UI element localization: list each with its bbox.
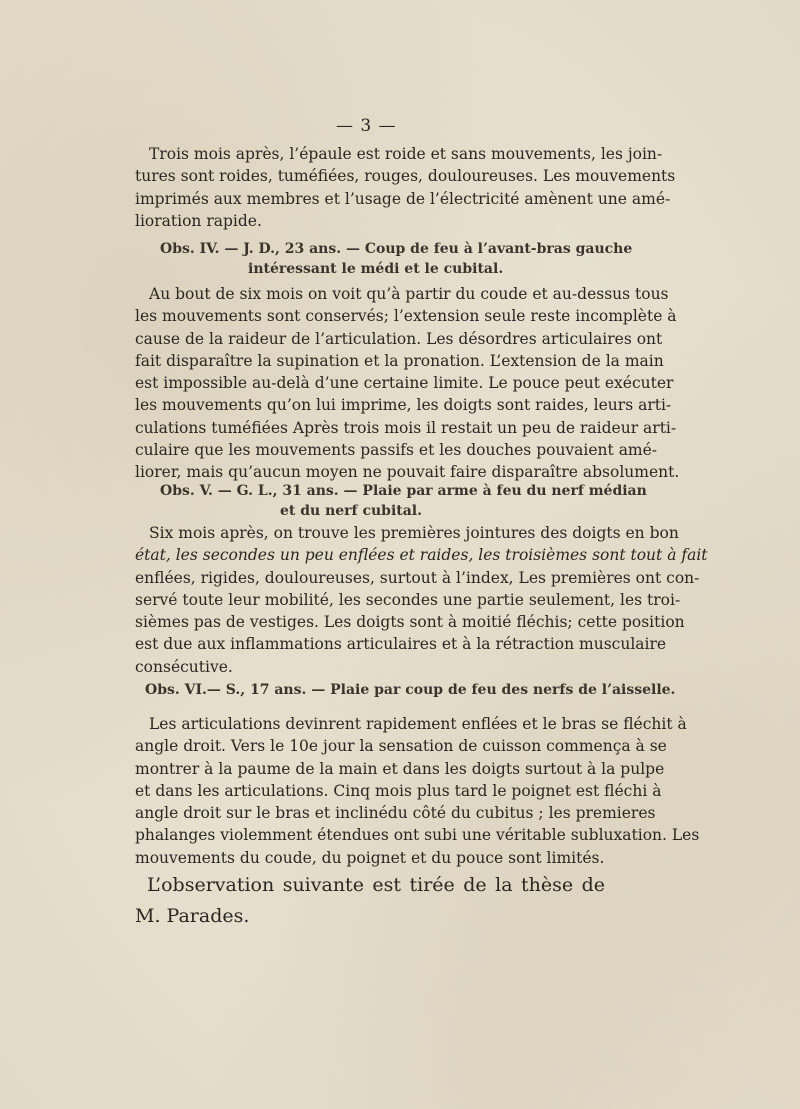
text-line: fait disparaître la supination et la pronation. L’extension de la main <box>135 351 664 370</box>
text-line: et dans les articulations. Cinq mois plus tard le poignet est fléchi à <box>135 781 662 800</box>
text-line: consécutive. <box>135 657 233 676</box>
heading-line: Obs. V. — G. L., 31 ans. — Plaie par arme à feu du nerf médian <box>160 483 647 499</box>
text-line: Les articulations devinrent rapidement enflées et le bras se fléchit à <box>149 715 687 733</box>
text-line: les mouvements sont conservés; l’extension seule reste incomplète à <box>135 307 677 326</box>
text-line: angle droit sur le bras et inclinédu côté du cubitus ; les premieres <box>135 804 656 823</box>
text-line: culaire que les mouvements passifs et les douches pouvaient amé- <box>135 441 658 460</box>
text-line: Six mois après, on trouve les premières jointures des doigts en bon <box>149 524 679 542</box>
observation-vi-heading <box>145 680 676 700</box>
text-line: lioration rapide. <box>135 211 262 230</box>
heading-line: intéressant le médi et le cubital. <box>248 261 504 277</box>
heading-line: et du nerf cubital. <box>280 503 422 519</box>
text-line: est impossible au-delà d’une certaine limite. Le pouce peut exécuter <box>135 374 674 393</box>
text-line: sièmes pas de vestiges. Les doigts sont à moitié fléchis; cette position <box>135 613 685 632</box>
text-line: imprimés aux membres et l’usage de l’électricité amènent une amé- <box>135 189 671 208</box>
text-line: angle droit. Vers le 10e jour la sensation de cuisson commença à se <box>135 737 667 756</box>
observation-vi-body <box>135 713 700 869</box>
text-line: Trois mois après, l’épaule est roide et sans mouvements, les join- <box>149 145 663 163</box>
text-line: mouvements du coude, du poignet et du pouce sont limités. <box>135 848 605 867</box>
observation-iv-body <box>135 283 680 484</box>
observation-v-heading <box>160 481 647 521</box>
text-line: phalanges violemment étendues ont subi une véritable subluxation. Les <box>135 826 700 845</box>
observation-v-body <box>135 522 708 678</box>
text-line: montrer à la paume de la main et dans les doigts surtout à la pulpe <box>135 759 665 778</box>
page-number: — 3 — <box>336 116 397 136</box>
observation-iv-heading <box>160 239 633 279</box>
text-line: tures sont roides, tuméfiées, rouges, douloureuses. Les mouvements <box>135 167 676 186</box>
text-line: L’observation suivante est tirée de la thèse de <box>147 874 605 896</box>
text-line: enflées, rigides, douloureuses, surtout à l’index, Les premières ont con- <box>135 568 700 587</box>
text-line: est due aux inflammations articulaires et à la rétraction musculaire <box>135 635 667 654</box>
text-line: culations tuméfiées Après trois mois il restait un peu de raideur arti- <box>135 418 677 437</box>
heading-line: Obs. VI.— S., 17 ans. — Plaie par coup de feu des nerfs de l’aisselle. <box>145 682 676 698</box>
text-line: servé toute leur mobilité, les secondes une partie seulement, les troi- <box>135 590 681 609</box>
text-line: les mouvements qu’on lui imprime, les doigts sont raides, leurs arti- <box>135 396 672 415</box>
heading-line: Obs. IV. — J. D., 23 ans. — Coup de feu à l’avant-bras gauche <box>160 241 633 257</box>
text-line: Au bout de six mois on voit qu’à partir du coude et au-dessus tous <box>149 285 669 303</box>
text-line: M. Parades. <box>135 905 250 927</box>
text-line: cause de la raideur de l’articulation. Les désordres articulaires ont <box>135 329 663 348</box>
intro-paragraph <box>135 143 676 232</box>
text-line: état, les secondes un peu enflées et raides, les troisièmes sont tout à fait <box>135 546 708 565</box>
closing-paragraph <box>135 870 605 932</box>
text-line: liorer, mais qu’aucun moyen ne pouvait faire disparaître absolument. <box>135 463 680 482</box>
